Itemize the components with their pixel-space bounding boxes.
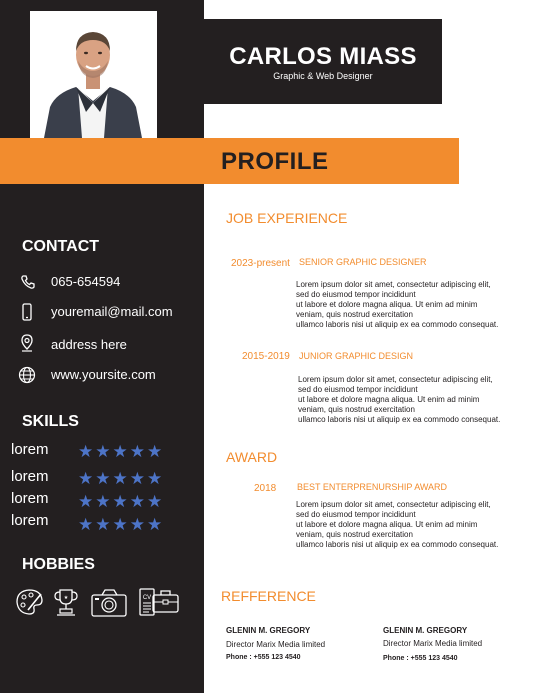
- star-icon: ★: [112, 515, 130, 534]
- mobile-icon: [21, 303, 33, 326]
- star-icon: ★: [147, 515, 165, 534]
- star-icon: ★: [95, 515, 113, 534]
- reference-phone: Phone : +555 123 4540: [383, 655, 458, 662]
- candidate-name: CARLOS MIASS: [229, 43, 417, 70]
- skill-rating-stars: [78, 442, 164, 462]
- candidate-title: Graphic & Web Designer: [273, 71, 373, 81]
- text-line: veniam, quis nostrud exercitation: [298, 405, 415, 414]
- reference-company: Director Marix Media limited: [226, 640, 326, 649]
- job-date: 2023-present: [231, 258, 290, 269]
- award-heading: AWARD: [226, 449, 278, 465]
- job-description: [296, 280, 498, 330]
- award-description: [296, 500, 498, 550]
- star-icon: ★: [78, 469, 96, 488]
- star-icon: ★: [78, 515, 96, 534]
- text-line: sed do eiusmod tempor incididunt: [298, 385, 418, 394]
- text-line: Lorem ipsum dolor sit amet, consectetur adipiscing elit,: [296, 280, 491, 289]
- skill-rating-stars: [78, 515, 164, 535]
- job-role: JUNIOR GRAPHIC DESIGN: [299, 351, 414, 361]
- text-line: ut labore et dolore magna aliqua. Ut enim ad minim: [298, 395, 480, 404]
- job-experience-heading: JOB EXPERIENCE: [226, 210, 348, 226]
- trophy-icon: [52, 587, 80, 622]
- award-date: 2018: [254, 483, 277, 494]
- reference-company: Director Marix Media limited: [383, 639, 483, 648]
- text-line: ullamco laboris nisi ut aliquip ex ea commodo consequat.: [296, 540, 499, 549]
- reference-name: GLENIN M. GREGORY: [383, 626, 468, 635]
- briefcase-icon: [150, 588, 180, 619]
- profile-heading: PROFILE: [221, 148, 329, 175]
- svg-text:CV: CV: [142, 595, 152, 601]
- job-description: [298, 375, 500, 425]
- skill-label: lorem: [11, 468, 49, 485]
- star-icon: ★: [129, 469, 147, 488]
- job-date: 2015-2019: [242, 351, 290, 362]
- skill-rating-stars: [78, 492, 164, 512]
- star-icon: ★: [95, 492, 113, 511]
- reference-phone: Phone : +555 123 4540: [226, 654, 301, 661]
- star-icon: ★: [78, 492, 96, 511]
- art-palette-icon: [15, 588, 45, 621]
- text-line: sed do eiusmod tempor incididunt: [296, 510, 416, 519]
- reference-heading: REFFERENCE: [221, 588, 316, 604]
- text-line: Lorem ipsum dolor sit amet, consectetur adipiscing elit,: [298, 375, 493, 384]
- star-icon: ★: [112, 469, 130, 488]
- star-icon: ★: [147, 442, 165, 461]
- globe-icon: [18, 366, 36, 389]
- location-pin-icon: [19, 334, 35, 357]
- star-icon: ★: [95, 469, 113, 488]
- star-icon: ★: [147, 469, 165, 488]
- name-header-box: [204, 19, 442, 104]
- star-icon: ★: [129, 515, 147, 534]
- svg-text:★: ★: [63, 595, 69, 601]
- award-title: BEST ENTERPRENURSHIP AWARD: [297, 482, 448, 492]
- star-icon: ★: [78, 442, 96, 461]
- contact-address: address here: [51, 337, 127, 352]
- reference-name: GLENIN M. GREGORY: [226, 626, 311, 635]
- star-icon: ★: [112, 442, 130, 461]
- star-icon: ★: [112, 492, 130, 511]
- skill-rating-stars: [78, 469, 164, 489]
- star-icon: ★: [129, 492, 147, 511]
- star-icon: ★: [147, 492, 165, 511]
- contact-email: youremail@mail.com: [51, 304, 173, 319]
- text-line: ut labore et dolore magna aliqua. Ut enim ad minim: [296, 520, 478, 529]
- star-icon: ★: [129, 442, 147, 461]
- contact-website: www.yoursite.com: [51, 367, 156, 382]
- text-line: veniam, quis nostrud exercitation: [296, 530, 413, 539]
- skill-label: lorem: [11, 441, 49, 458]
- text-line: ut labore et dolore magna aliqua. Ut enim ad minim: [296, 300, 478, 309]
- text-line: ullamco laboris nisi ut aliquip ex ea commodo consequat.: [298, 415, 501, 424]
- text-line: ullamco laboris nisi ut aliquip ex ea commodo consequat.: [296, 320, 499, 329]
- hobbies-heading: HOBBIES: [22, 556, 95, 573]
- star-icon: ★: [95, 442, 113, 461]
- contact-phone: 065-654594: [51, 274, 121, 289]
- skills-heading: SKILLS: [22, 413, 79, 430]
- phone-icon: [20, 274, 36, 295]
- job-role: SENIOR GRAPHIC DESIGNER: [299, 257, 427, 267]
- profile-photo: [30, 11, 157, 138]
- contact-heading: CONTACT: [22, 238, 100, 255]
- skill-label: lorem: [11, 512, 49, 529]
- text-line: sed do eiusmod tempor incididunt: [296, 290, 416, 299]
- camera-icon: [90, 588, 128, 623]
- text-line: veniam, quis nostrud exercitation: [296, 310, 413, 319]
- text-line: Lorem ipsum dolor sit amet, consectetur adipiscing elit,: [296, 500, 491, 509]
- skill-label: lorem: [11, 490, 49, 507]
- person-portrait-icon: [30, 11, 157, 138]
